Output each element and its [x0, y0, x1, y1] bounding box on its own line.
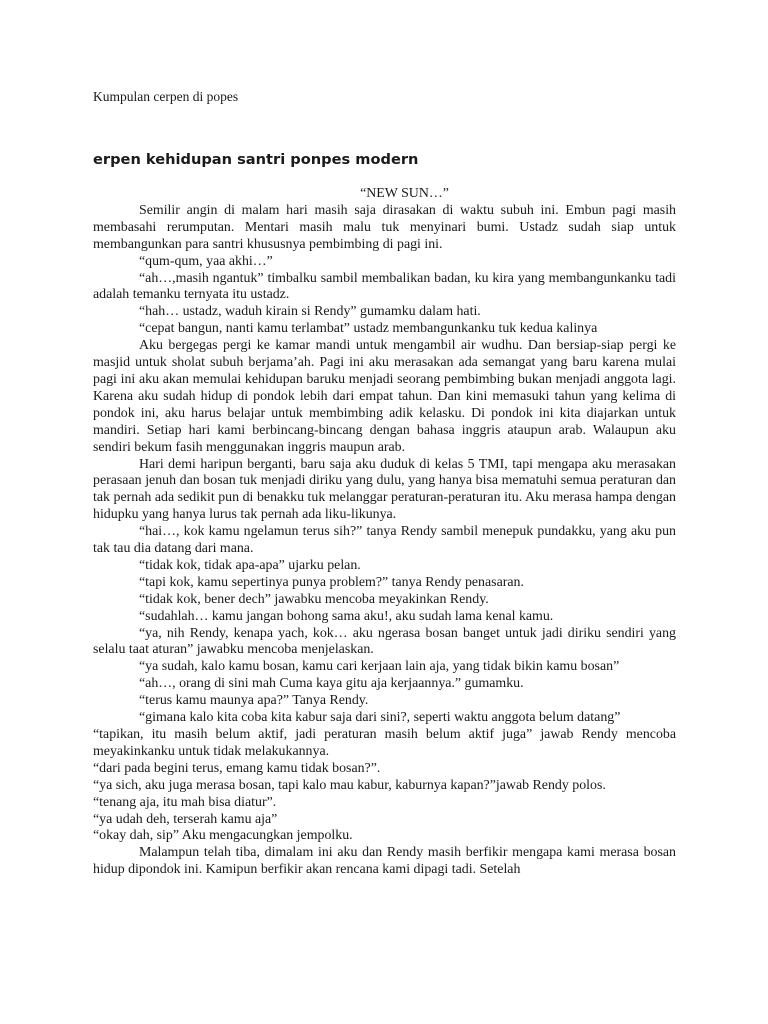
paragraph: “ah…, orang di sini mah Cuma kaya gitu aja kerjaannya.” gumamku. [139, 676, 524, 692]
document-header: Kumpulan cerpen di popes [93, 89, 239, 104]
story-body [93, 186, 676, 879]
paragraph: “hah… ustadz, waduh kirain si Rendy” gumamku dalam hati. [139, 304, 481, 320]
paragraph: “tenang aja, itu mah bisa diatur”. [93, 794, 277, 810]
paragraph: “terus kamu maunya apa?” Tanya Rendy. [139, 693, 369, 709]
paragraph: “tapikan, itu masih belum aktif, jadi peraturan masih belum aktif juga” jawab Rendy mencoba meyakinkanku untuk tidak melakukannya. [93, 727, 676, 759]
paragraph: “ya sudah, kalo kamu bosan, kamu cari kerjaan lain aja, yang tidak bikin kamu bosan” [139, 659, 620, 675]
paragraph: “tidak kok, tidak apa-apa” ujarku pelan. [139, 557, 361, 573]
paragraph: “okay dah, sip” Aku mengacungkan jempolku. [93, 828, 353, 844]
story-title: “NEW SUN…” [360, 186, 449, 201]
paragraph: “sudahlah… kamu jangan bohong sama aku!, aku sudah lama kenal kamu. [139, 608, 554, 624]
paragraph: Semilir angin di malam hari masih saja dirasakan di waktu subuh ini. Embun pagi masih membasahi rerumputan. Mentari masih malu tuk menyinari bumi. Ustadz sudah siap untuk membangunkan para santri khususnya pembimbing di pagi ini. [93, 202, 676, 252]
paragraph: “tidak kok, bener dech” jawabku mencoba meyakinkan Rendy. [139, 591, 489, 607]
paragraph: “ya udah deh, terserah kamu aja” [93, 811, 278, 827]
paragraph: “dari pada begini terus, emang kamu tidak bosan?”. [93, 760, 381, 776]
paragraph: Hari demi haripun berganti, baru saja aku duduk di kelas 5 TMI, tapi mengapa aku merasakan perasaan jenuh dan bosan tuk menjadi diriku yang dulu, yang hanya bisa mematuhi semua peraturan dan tak pernah ada sedikit pun di benakku tuk melanggar peraturan-peraturan itu. Aku merasa hampa dengan hidupku yang hanya lurus tak pernah ada liku-likunya. [93, 456, 676, 523]
paragraph: “tapi kok, kamu sepertinya punya problem?” tanya Rendy penasaran. [139, 574, 524, 590]
paragraph: Malampun telah tiba, dimalam ini aku dan Rendy masih berfikir mengapa kami merasa bosan hidup dipondok ini. Kamipun berfikir akan rencana kami dipagi tadi. Setelah [93, 845, 676, 878]
paragraph: “ya, nih Rendy, kenapa yach, kok… aku ngerasa bosan banget untuk jadi diriku sendiri yang selalu taat aturan” jawabku mencoba menjelaskan. [93, 625, 676, 658]
paragraph: “ya sich, aku juga merasa bosan, tapi kalo mau kabur, kaburnya kapan?”jawab Rendy polos. [93, 777, 606, 793]
paragraph: “hai…, kok kamu ngelamun terus sih?” tanya Rendy sambil menepuk pundakku, yang aku pun tak tau dia datang dari mana. [93, 524, 676, 557]
paragraph: Aku bergegas pergi ke kamar mandi untuk mengambil air wudhu. Dan bersiap-siap pergi ke masjid untuk sholat subuh berjama’ah. Pagi ini aku merasakan ada semangat yang baru karena mulai pagi ini aku akan memulai kehidupan baruku menjadi seorang pembimbing bukan menjadi anggota lagi. Karena aku sudah hidup di pondok lebih dari empat tahun. Dan kini memasuki tahun yang kelima di pondok ini, aku harus belajar untuk membimbing adik kelasku. Di pondok ini kita diajarkan untuk mandiri. Setiap hari kami berbincang-bincang dengan bahasa inggris ataupun arab. Walaupun aku sendiri bekum fasih menggunakan inggris maupun arab. [93, 338, 676, 455]
paragraph: “ah…,masih ngantuk” timbalku sambil membalikan badan, ku kira yang membangunkanku tadi adalah temanku ternyata itu ustadz. [93, 270, 676, 303]
paragraph: “gimana kalo kita coba kita kabur saja dari sini?, seperti waktu anggota belum datang” [139, 710, 621, 726]
paragraph: “cepat bangun, nanti kamu terlambat” ustadz membangunkanku tuk kedua kalinya [139, 321, 598, 337]
document-title: erpen kehidupan santri ponpes modern [93, 151, 419, 168]
paragraph: “qum-qum, yaa akhi…” [139, 253, 273, 269]
